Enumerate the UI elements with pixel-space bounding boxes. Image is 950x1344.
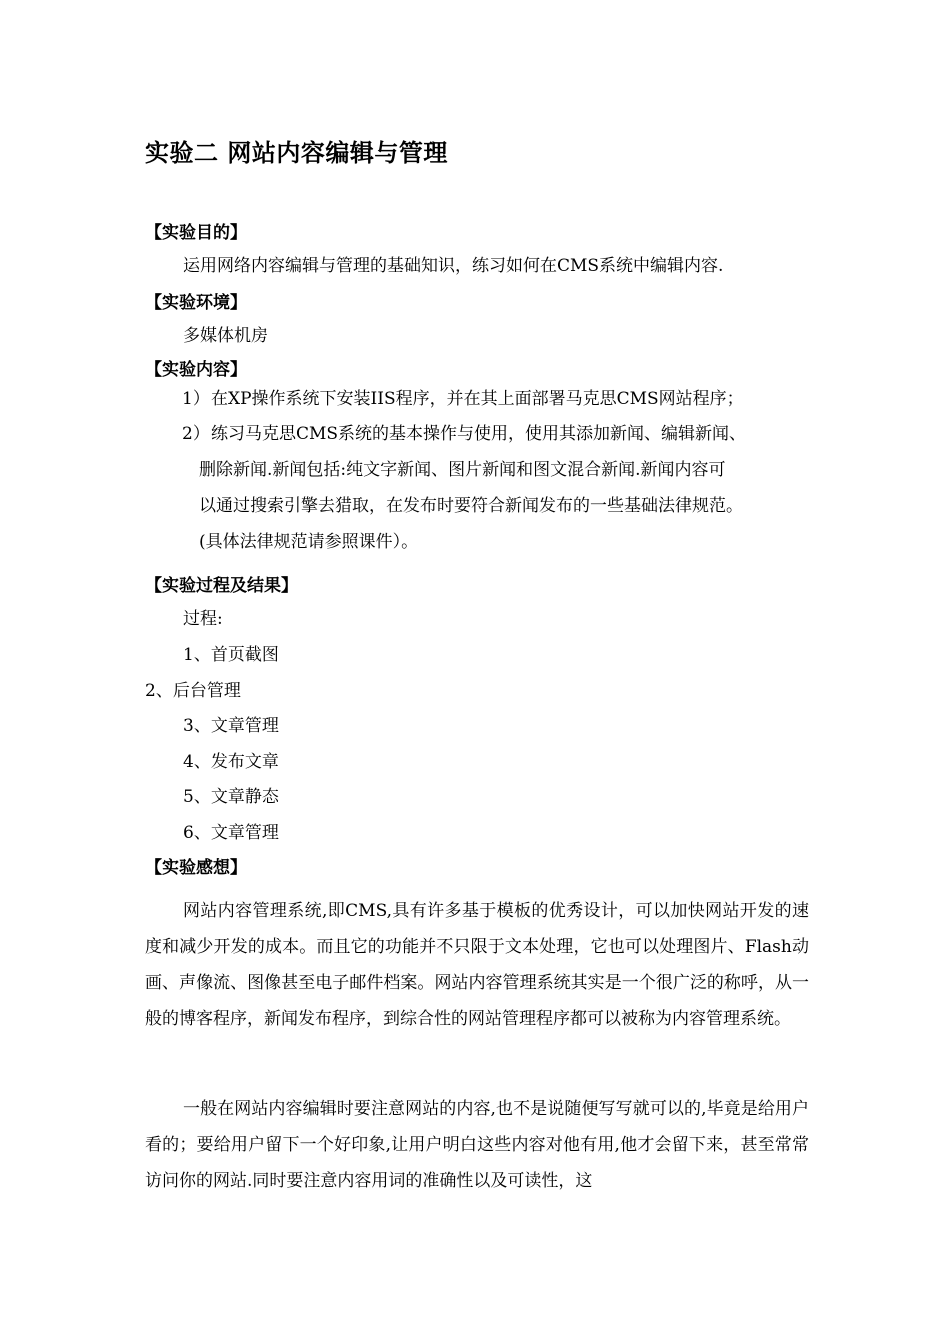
- item-text-line: 以通过搜索引擎去猎取，在发布时要符合新闻发布的一些基础法律规范。: [199, 496, 743, 516]
- item-number: 1）: [182, 389, 210, 409]
- environment-text: 多媒体机房: [183, 326, 268, 346]
- item-number: 2）: [182, 424, 210, 444]
- item-text-line: (具体法律规范请参照课件）。: [199, 532, 419, 552]
- page-title: 实验二 网站内容编辑与管理: [145, 139, 448, 167]
- process-step: 5、文章静态: [183, 787, 279, 807]
- heading-purpose: 【实验目的】: [145, 223, 247, 243]
- reflection-paragraph-1: 网站内容管理系统,即CMS,具有许多基于模板的优秀设计，可以加快网站开发的速度和减少开发的成本。而且它的功能并不只限于文本处理，它也可以处理图片、Flash动画、声像流、图像甚至电子邮件档案。网站内容管理系统其实是一个很广泛的称呼，从一般的博客程序，新闻发布程序，到综合性的网站管理程序都可以被称为内容管理系统。: [145, 901, 809, 1029]
- heading-process: 【实验过程及结果】: [145, 576, 298, 596]
- process-step: 3、文章管理: [183, 716, 279, 736]
- process-step: 6、文章管理: [183, 823, 279, 843]
- content-item-2: [182, 416, 810, 560]
- heading-reflection: 【实验感想】: [145, 858, 247, 878]
- heading-content: 【实验内容】: [145, 360, 247, 380]
- item-text: 在XP操作系统下安装IIS程序，并在其上面部署马克思CMS网站程序；: [211, 389, 744, 409]
- process-step: 2、后台管理: [145, 681, 241, 701]
- process-intro: 过程:: [183, 609, 223, 629]
- item-text: 练习马克思CMS系统的基本操作与使用，使用其添加新闻、编辑新闻、: [211, 424, 747, 444]
- heading-environment: 【实验环境】: [145, 293, 247, 313]
- process-step: 1、首页截图: [183, 645, 279, 665]
- process-step: 4、发布文章: [183, 752, 279, 772]
- reflection-paragraph-2: 一般在网站内容编辑时要注意网站的内容,也不是说随便写写就可以的,毕竟是给用户看的；要给用户留下一个好印象,让用户明白这些内容对他有用,他才会留下来，甚至常常访问你的网站.同时要注意内容用词的准确性以及可读性，这: [145, 1099, 809, 1191]
- item-text-line: 删除新闻.新闻包括:纯文字新闻、图片新闻和图文混合新闻.新闻内容可: [199, 460, 726, 480]
- content-item-1: [182, 381, 810, 417]
- purpose-text: 运用网络内容编辑与管理的基础知识，练习如何在CMS系统中编辑内容.: [183, 256, 724, 276]
